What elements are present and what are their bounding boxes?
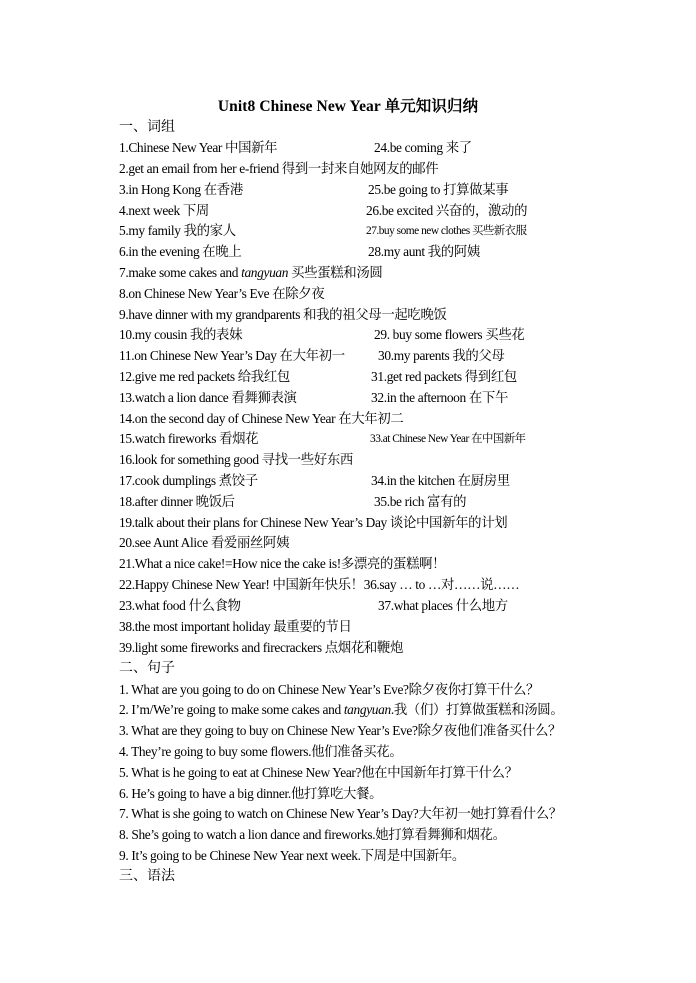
phrase-line: 20.see Aunt Alice 看爱丽丝阿姨 (119, 535, 290, 550)
sentence-text: .我（们）打算做蛋糕和汤圆。 (390, 702, 564, 717)
phrase-line-right: 28.my aunt 我的阿姨 (368, 244, 480, 259)
phrase-line-right: 27.buy some new clothes 买些新衣服 (366, 225, 527, 237)
phrase-line-right: 31.get red packets 得到红包 (371, 369, 517, 384)
sentence-line: 1. What are you going to do on Chinese New Year’s Eve?除夕夜你打算干什么？ (119, 682, 540, 697)
phrase-line-right: 37.what places 什么地方 (378, 598, 508, 613)
phrase-line: 38.the most important holiday 最重要的节日 (119, 619, 352, 634)
phrase-line: 9.have dinner with my grandparents 和我的祖父母一起吃晚饭 (119, 307, 447, 322)
phrase-line-right: 34.in the kitchen 在厨房里 (371, 473, 510, 488)
phrase-line-right: 24.be coming 来了 (374, 140, 472, 155)
sentence-line: 3. What are they going to buy on Chinese New Year’s Eve?除夕夜他们准备买什么？ (119, 723, 562, 738)
sentence-text: 2. I’m/We’re going to make some cakes and (119, 702, 344, 717)
sentence-line: 6. He’s going to have a big dinner.他打算吃大餐。 (119, 786, 383, 801)
phrase-line: 39.light some fireworks and firecrackers 点烟花和鞭炮 (119, 640, 404, 655)
phrase-line-right: 32.in the afternoon 在下午 (371, 390, 508, 405)
phrase-line-right: 30.my parents 我的父母 (378, 348, 505, 363)
sentence-line: 5. What is he going to eat at Chinese New Year?他在中国新年打算干什么？ (119, 765, 518, 780)
phrase-line (119, 263, 382, 283)
phrase-line-right: 29. buy some flowers 买些花 (374, 327, 525, 342)
phrase-text: 7.make some cakes and (119, 265, 242, 280)
phrase-line: 14.on the second day of Chinese New Year 在大年初二 (119, 411, 404, 426)
phrase-line-right: 33.at Chinese New Year 在中国新年 (370, 433, 526, 445)
phrase-text: 买些蛋糕和汤圆 (288, 265, 383, 280)
phrase-line: 1.Chinese New Year 中国新年 (119, 140, 278, 155)
section-heading-grammar: 三、语法 (119, 869, 175, 884)
phrase-line: 16.look for something good 寻找一些好东西 (119, 452, 353, 467)
phrase-line: 11.on Chinese New Year’s Day 在大年初一 (119, 348, 345, 363)
phrase-line: 15.watch fireworks 看烟花 (119, 431, 259, 446)
phrase-line: 18.after dinner 晚饭后 (119, 494, 235, 509)
phrase-line: 8.on Chinese New Year’s Eve 在除夕夜 (119, 286, 325, 301)
sentence-line: 4. They’re going to buy some flowers.他们准备买花。 (119, 744, 403, 759)
phrase-line: 22.Happy Chinese New Year! 中国新年快乐！36.say … to …对……说…… (119, 577, 520, 592)
phrase-line: 3.in Hong Kong 在香港 (119, 182, 243, 197)
phrase-italic-word: tangyuan (241, 265, 289, 280)
phrase-line: 4.next week 下周 (119, 203, 209, 218)
phrase-line: 2.get an email from her e-friend 得到一封来自她网友的邮件 (119, 161, 439, 176)
phrase-line: 6.in the evening 在晚上 (119, 244, 242, 259)
sentence-line: 9. It’s going to be Chinese New Year next week.下周是中国新年。 (119, 848, 465, 863)
phrase-line: 17.cook dumplings 煮饺子 (119, 473, 258, 488)
section-heading-phrases: 一、词组 (119, 120, 175, 135)
phrase-line: 5.my family 我的家人 (119, 223, 236, 238)
phrase-line-right: 25.be going to 打算做某事 (368, 182, 509, 197)
phrase-line-right: 35.be rich 富有的 (374, 494, 467, 509)
phrase-line: 19.talk about their plans for Chinese New Year’s Day 谈论中国新年的计划 (119, 515, 508, 530)
section-heading-sentences: 二、句子 (119, 661, 175, 676)
phrase-line: 21.What a nice cake!=How nice the cake is!多漂亮的蛋糕啊！ (119, 556, 446, 571)
phrase-line-right: 26.be excited 兴奋的，激动的 (366, 203, 528, 218)
sentence-line: 8. She’s going to watch a lion dance and fireworks.她打算看舞狮和烟花。 (119, 827, 506, 842)
document-title: Unit8 Chinese New Year 单元知识归纳 (217, 98, 479, 115)
phrase-line: 23.what food 什么食物 (119, 598, 241, 613)
sentence-italic-word: tangyuan (343, 702, 391, 717)
phrase-line: 12.give me red packets 给我红包 (119, 369, 290, 384)
sentence-line: 7. What is she going to watch on Chinese New Year’s Day?大年初一她打算看什么？ (119, 806, 562, 821)
phrase-line: 13.watch a lion dance 看舞狮表演 (119, 390, 297, 405)
sentence-line (119, 700, 563, 720)
phrase-line: 10.my cousin 我的表妹 (119, 327, 243, 342)
